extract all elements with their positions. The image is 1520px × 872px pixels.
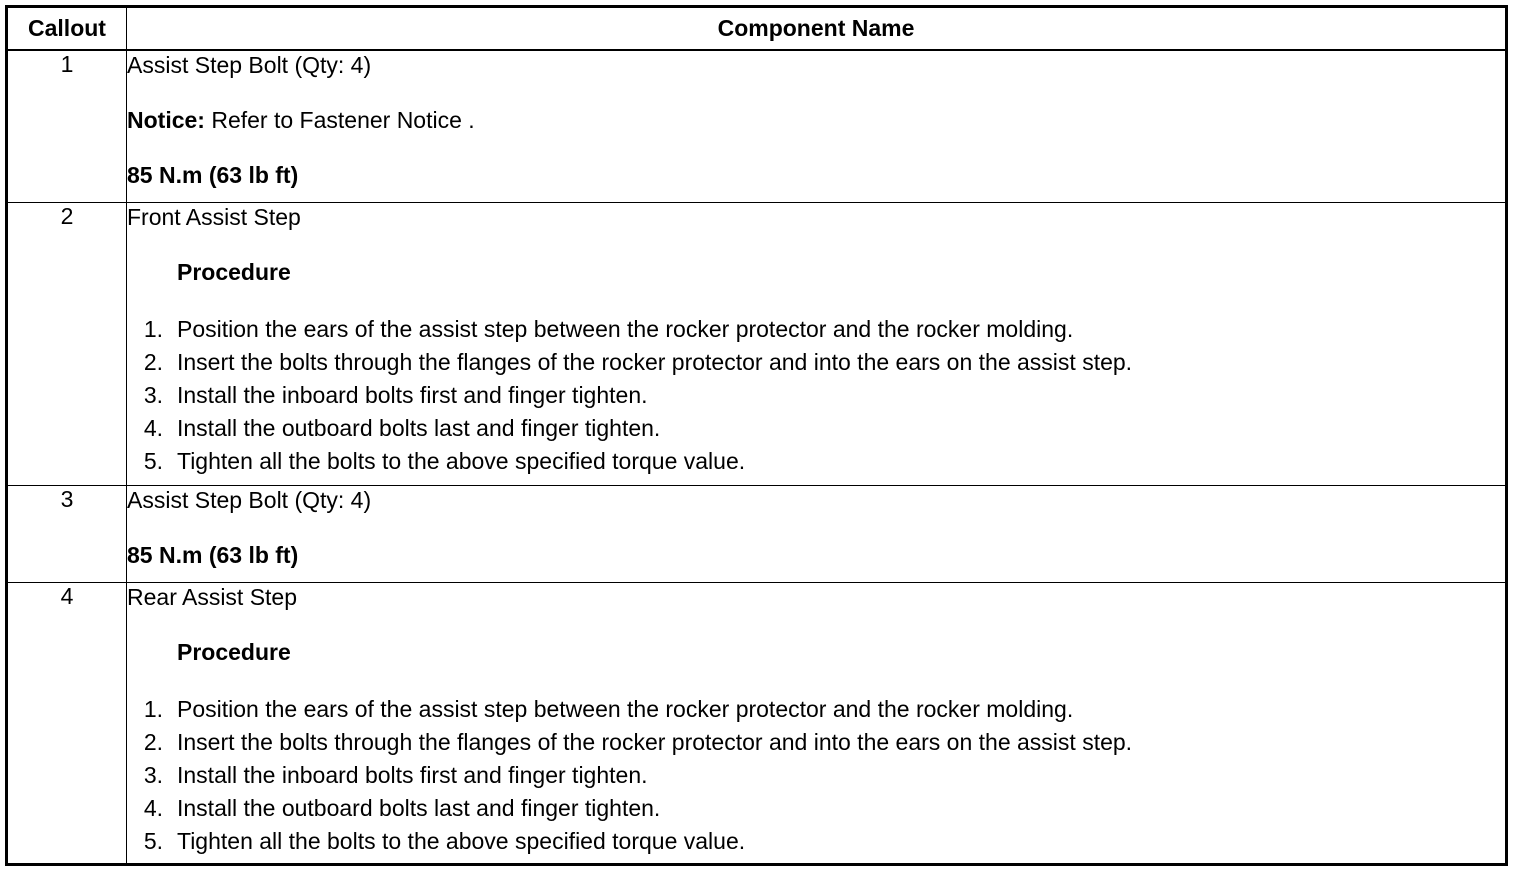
procedure-steps <box>127 313 1505 478</box>
procedure-step <box>127 412 1505 445</box>
torque-spec: 85 N.m (63 lb ft) <box>127 162 299 188</box>
procedure-step <box>127 379 1505 412</box>
step-text: Tighten all the bolts to the above specified torque value. <box>177 827 746 854</box>
step-text: Insert the bolts through the flanges of the rocker protector and into the ears on the assist step. <box>177 728 1133 755</box>
callout-number: 4 <box>7 582 127 865</box>
step-text: Tighten all the bolts to the above specified torque value. <box>177 447 746 474</box>
notice-label: Notice: <box>127 107 205 133</box>
callout-number: 2 <box>7 202 127 485</box>
step-number: 1. <box>143 315 163 342</box>
step-text: Install the outboard bolts last and finger tighten. <box>177 414 661 441</box>
component-cell <box>127 50 1507 202</box>
procedure-step <box>127 693 1505 726</box>
table-row <box>7 582 1507 865</box>
step-text: Insert the bolts through the flanges of the rocker protector and into the ears on the assist step. <box>177 348 1133 375</box>
procedure-step <box>127 825 1505 858</box>
step-number: 1. <box>143 695 163 722</box>
callout-number: 3 <box>7 485 127 582</box>
component-cell <box>127 582 1507 865</box>
step-number: 4. <box>143 794 163 821</box>
notice-text: Refer to Fastener Notice . <box>204 107 475 133</box>
callout-number: 1 <box>7 50 127 202</box>
callout-table <box>5 5 1508 866</box>
torque-spec: 85 N.m (63 lb ft) <box>127 541 299 568</box>
component-name: Rear Assist Step <box>127 583 298 610</box>
step-number: 5. <box>143 447 163 474</box>
procedure-step <box>127 792 1505 825</box>
procedure-step <box>127 759 1505 792</box>
procedure-step <box>127 726 1505 759</box>
procedure-steps <box>127 693 1505 858</box>
step-text: Install the inboard bolts first and finger tighten. <box>177 381 648 408</box>
step-text: Position the ears of the assist step between the rocker protector and the rocker molding. <box>177 695 1074 722</box>
procedure-title: Procedure <box>177 638 291 665</box>
table-row <box>7 202 1507 485</box>
component-name-header: Component Name <box>127 7 1507 51</box>
callout-header: Callout <box>7 7 127 51</box>
step-text: Position the ears of the assist step between the rocker protector and the rocker molding. <box>177 315 1074 342</box>
component-cell <box>127 485 1507 582</box>
notice <box>127 106 1505 134</box>
step-number: 2. <box>143 348 163 375</box>
procedure-step <box>127 346 1505 379</box>
step-number: 4. <box>143 414 163 441</box>
step-number: 3. <box>143 381 163 408</box>
component-name: Assist Step Bolt (Qty: 4) <box>127 486 372 513</box>
component-cell <box>127 202 1507 485</box>
procedure-step <box>127 445 1505 478</box>
header-row <box>7 7 1507 51</box>
step-number: 2. <box>143 728 163 755</box>
component-name: Front Assist Step <box>127 203 301 230</box>
table-row <box>7 50 1507 202</box>
component-name: Assist Step Bolt (Qty: 4) <box>127 52 372 78</box>
step-number: 3. <box>143 761 163 788</box>
table-row <box>7 485 1507 582</box>
procedure-step <box>127 313 1505 346</box>
procedure-title: Procedure <box>177 258 291 285</box>
step-number: 5. <box>143 827 163 854</box>
step-text: Install the outboard bolts last and finger tighten. <box>177 794 661 821</box>
step-text: Install the inboard bolts first and finger tighten. <box>177 761 648 788</box>
